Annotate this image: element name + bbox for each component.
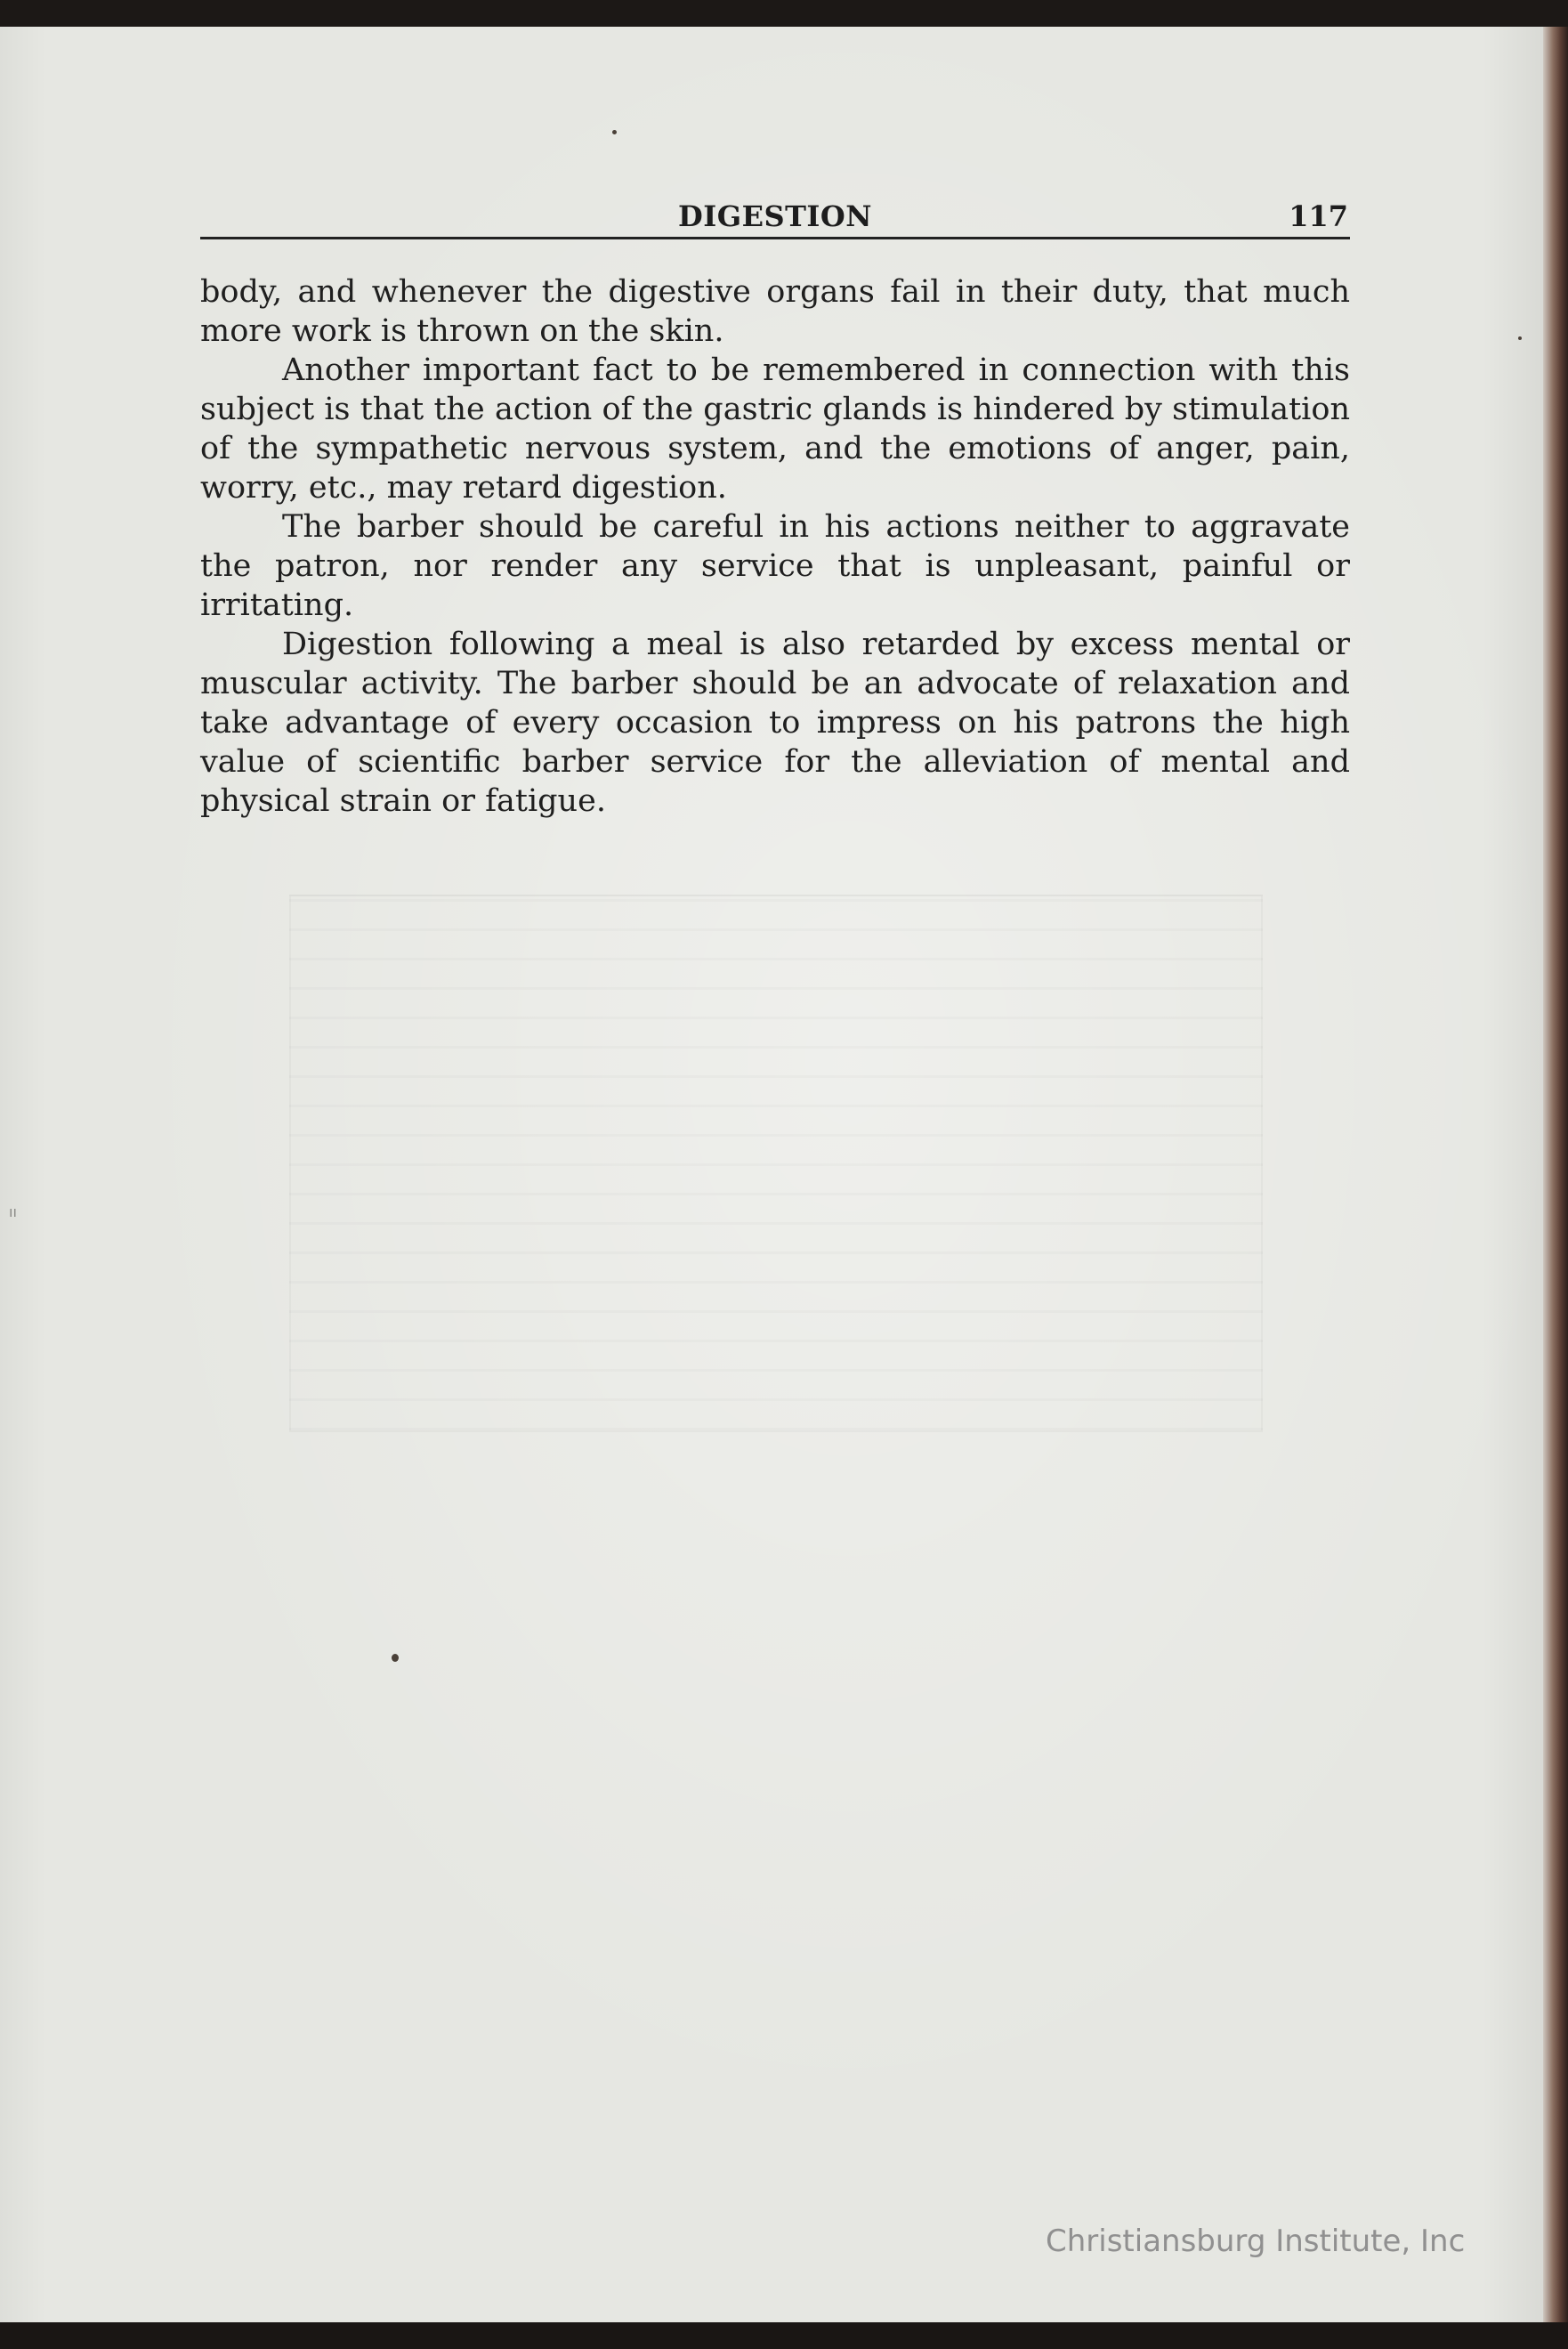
paragraph: Digestion following a meal is also retarded by excess mental or muscular activity. The barber should be an advocate of relaxation and take advantage of every occasion to impress on his patrons the high value of scientific barber service for the alleviation of mental and physical strain or fatigue. <box>200 627 1350 819</box>
ink-speck <box>1518 336 1522 340</box>
page-number: 117 <box>1289 199 1348 233</box>
margin-mark: ıı <box>9 1203 17 1220</box>
page-header <box>200 194 1350 239</box>
paragraph: The barber should be careful in his actions neither to aggravate the patron, nor render any service that is unpleasant, painful or irritating. <box>200 509 1350 623</box>
ink-speck <box>392 1654 399 1662</box>
ink-speck <box>612 130 617 134</box>
show-through-text <box>289 895 1263 1432</box>
paragraph: body, and whenever the digestive organs fail in their duty, that much more work is thrown on the skin. <box>200 274 1350 349</box>
paragraph: Another important fact to be remembered in connection with this subject is that the action of the gastric glands is hindered by stimulation of the sympathetic nervous system, and the emotions of anger, pain, worry, etc., may retard digestion. <box>200 352 1350 506</box>
body-text <box>200 272 1350 821</box>
scan-border <box>0 2322 1568 2349</box>
running-head: DIGESTION <box>678 199 872 233</box>
watermark: Christiansburg Institute, Inc <box>1046 2223 1466 2259</box>
page-edge <box>1543 27 1568 2323</box>
